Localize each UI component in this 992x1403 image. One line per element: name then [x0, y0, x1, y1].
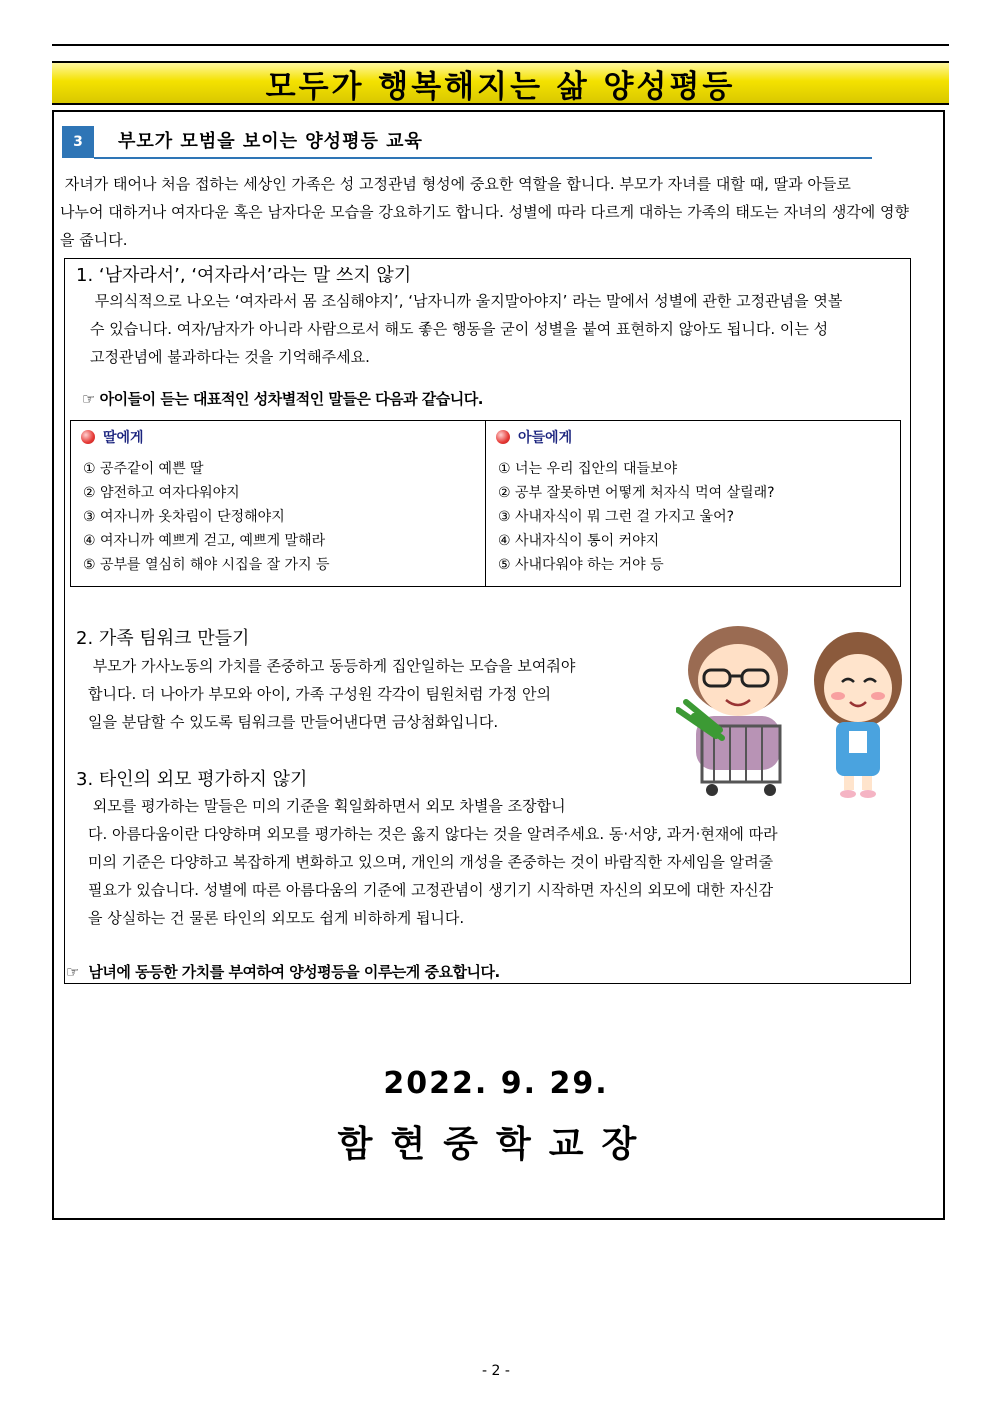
list-item: ② 얌전하고 여자다워야지 [83, 485, 240, 501]
daughter-header-label: 딸에게 [103, 430, 144, 446]
item2-line: 합니다. 더 나아가 부모와 아이, 가족 구성원 각각이 팀원처럼 가정 안의 [88, 685, 551, 703]
list-item: ④ 사내자식이 통이 커야지 [498, 533, 660, 549]
top-rule [52, 44, 949, 46]
son-header-label: 아들에게 [518, 430, 573, 446]
item3-heading: 3. 타인의 외모 평가하지 않기 [76, 769, 308, 790]
page-title: 모두가 행복해지는 삶 양성평등 [265, 68, 736, 105]
son-column [485, 421, 900, 586]
family-illustration [676, 618, 912, 800]
list-item: ③ 여자니까 옷차림이 단정해야지 [83, 509, 285, 525]
item3-line: 필요가 있습니다. 성별에 따른 아름다움의 기준에 고정관념이 생기기 시작하면 자신의 외모에 대한 자신감 [88, 881, 774, 899]
bullet-icon [81, 430, 95, 444]
list-item: ① 공주같이 예쁜 딸 [83, 461, 204, 477]
page-number: - 2 - [482, 1363, 510, 1379]
item2-line: 부모가 가사노동의 가치를 존중하고 동등하게 집안일하는 모습을 보여줘야 [88, 657, 576, 675]
list-item: ⑤ 사내다워야 하는 거야 등 [498, 557, 664, 573]
item2-paragraph [88, 652, 666, 736]
sexist-phrases-table [70, 420, 901, 587]
list-item: ① 너는 우리 집안의 대들보야 [498, 461, 678, 477]
title-banner [52, 61, 949, 105]
section-title: 부모가 모범을 보이는 양성평등 교육 [118, 131, 423, 152]
item1-line: 고정관념에 불과하다는 것을 기억해주세요. [90, 348, 370, 366]
daughter-column [71, 421, 485, 586]
signer: 함현중학교장 [337, 1124, 655, 1165]
intro-line: 자녀가 태어나 처음 접하는 세상인 가족은 성 고정관념 형성에 중요한 역할을 합니다. 부모가 자녀를 대할 때, 딸과 아들로 [60, 175, 851, 193]
daughter-list [83, 457, 330, 577]
daughter-header [81, 427, 144, 447]
item3-line: 미의 기준은 다양하고 복잡하게 변화하고 있으며, 개인의 개성을 존중하는 것이 바람직한 자세임을 알려줄 [88, 853, 774, 871]
section-underline [94, 157, 872, 159]
item3-line: 외모를 평가하는 말들은 미의 기준을 획일화하면서 외모 차별을 조장합니 [88, 797, 566, 815]
item1-line: 수 있습니다. 여자/남자가 아니라 사람으로서 해도 좋은 행동을 굳이 성별을 붙여 표현하지 않아도 됩니다. 이는 성 [90, 320, 829, 338]
intro-line: 을 줍니다. [60, 231, 128, 249]
list-item: ③ 사내자식이 뭐 그런 걸 가지고 울어? [498, 509, 735, 525]
intro-paragraph [60, 170, 940, 254]
item3-paragraph [88, 792, 908, 932]
list-item: ② 공부 잘못하면 어떻게 처자식 먹여 살릴래? [498, 485, 775, 501]
item3-line: 다. 아름다움이란 다양하며 외모를 평가하는 것은 옳지 않다는 것을 알려주세요. 동·서양, 과거·현재에 따라 [88, 825, 778, 843]
item3-line: 을 상실하는 건 물론 타인의 외모도 쉽게 비하하게 됩니다. [88, 909, 465, 927]
item2-line: 일을 분담할 수 있도록 팀워크를 만들어낸다면 금상첨화입니다. [88, 713, 499, 731]
section-number-badge: 3 [62, 126, 94, 158]
item1-note: ☞ 아이들이 듣는 대표적인 성차별적인 말들은 다음과 같습니다. [82, 390, 483, 408]
bullet-icon [496, 430, 510, 444]
intro-line: 나누어 대하거나 여자다운 혹은 남자다운 모습을 강요하기도 합니다. 성별에 따라 다르게 대하는 가족의 태도는 자녀의 생각에 영향 [60, 203, 910, 221]
son-list [498, 457, 775, 577]
item2-heading: 2. 가족 팀워크 만들기 [76, 628, 250, 649]
item1-heading: 1. ‘남자라서’, ‘여자라서’라는 말 쓰지 않기 [76, 265, 412, 286]
item1-paragraph [90, 287, 908, 371]
item1-line: 무의식적으로 나오는 ‘여자라서 몸 조심해야지’, ‘남자니까 울지말아야지’ 라는 말에서 성별에 관한 고정관념을 엿볼 [90, 292, 843, 310]
son-header [496, 427, 572, 447]
closing-note: ☞ 남녀에 동등한 가치를 부여하여 양성평등을 이루는게 중요합니다. [66, 963, 500, 981]
document-date: 2022. 9. 29. [383, 1066, 609, 1101]
list-item: ④ 여자니까 예쁘게 걷고, 예쁘게 말해라 [83, 533, 326, 549]
list-item: ⑤ 공부를 열심히 해야 시집을 잘 가지 등 [83, 557, 330, 573]
